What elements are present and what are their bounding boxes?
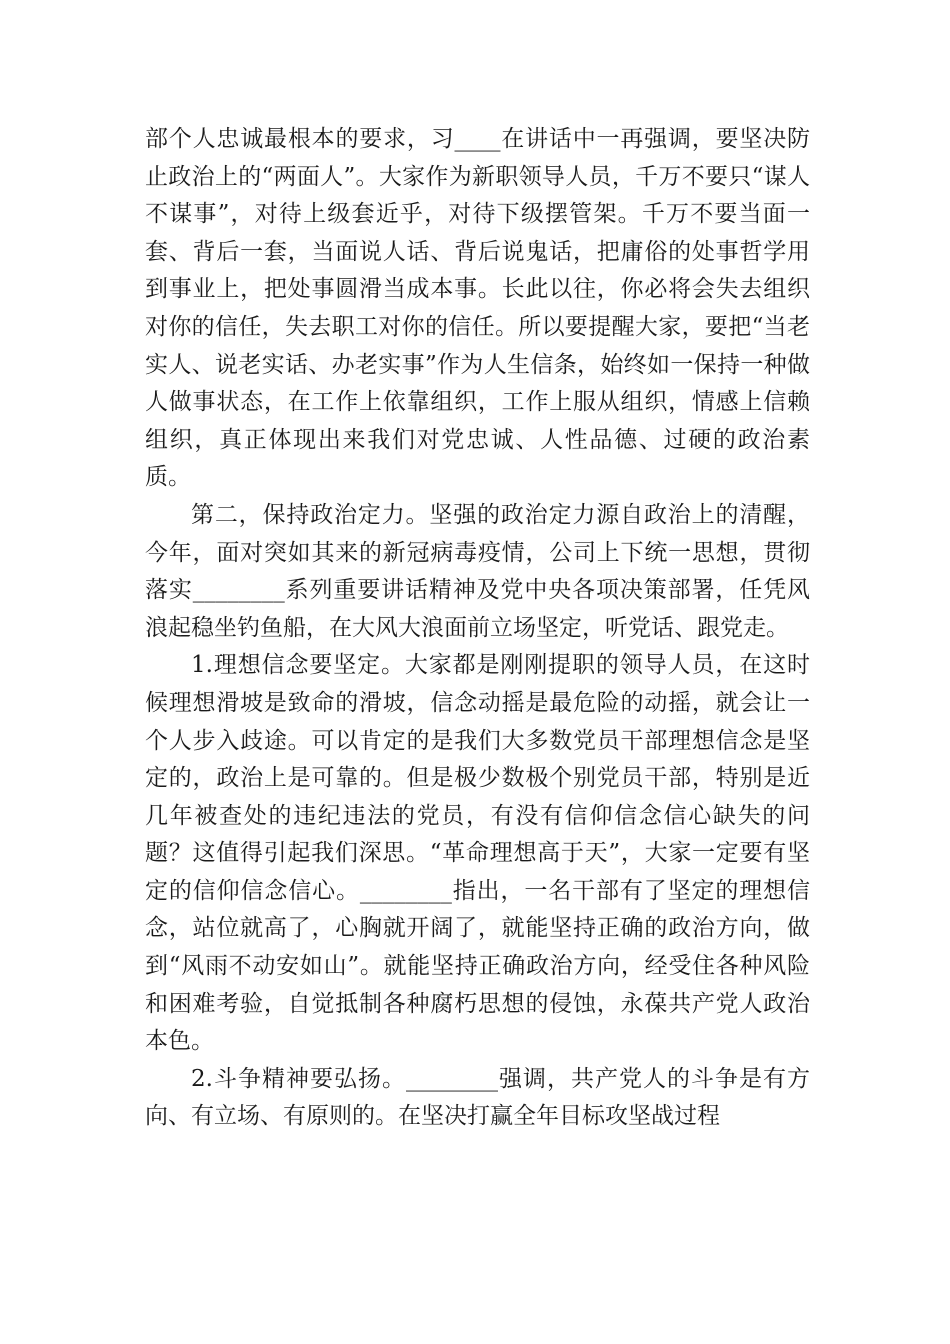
- paragraph-struggle-spirit: 2.斗争精神要弘扬。________强调，共产党人的斗争是有方向、有立场、有原则的。在坚决打赢全年目标攻坚战过程: [145, 1065, 810, 1130]
- document-body: [145, 121, 810, 1136]
- paragraph-ideals-beliefs: 1.理想信念要坚定。大家都是刚刚提职的领导人员，在这时候理想滑坡是致命的滑坡，信念动摇是最危险的动摇，就会让一个人步入歧途。可以肯定的是我们大多数党员干部理想信念是坚定的，政治上是可靠的。但是极少数极个别党员干部，特别是近几年被查处的违纪违法的党员，有没有信仰信念信心缺失的问题？这值得引起我们深思。“革命理想高于天”，大家一定要有坚定的信仰信念信心。________指出，一名干部有了坚定的理想信念，站位就高了，心胸就开阔了，就能坚持正确的政治方向，做到“风雨不动安如山”。就能坚持正确政治方向，经受住各种风险和困难考验，自觉抵制各种腐朽思想的侵蚀，永葆共产党人政治本色。: [145, 652, 810, 1055]
- paragraph-political-resolve: 第二，保持政治定力。坚强的政治定力源自政治上的清醒，今年，面对突如其来的新冠病毒疫情，公司上下统一思想，贯彻落实________系列重要讲话精神及党中央各项决策部署，任凭风浪起稳坐钓鱼船，在大风大浪面前立场坚定，听党话、跟党走。: [145, 501, 810, 641]
- paragraph-loyalty: 部个人忠诚最根本的要求，习____在讲话中一再强调，要坚决防止政治上的“两面人”。大家作为新职领导人员，千万不要只“谋人不谋事”，对待上级套近乎，对待下级摆管架。千万不要当面一套、背后一套，当面说人话、背后说鬼话，把庸俗的处事哲学用到事业上，把处事圆滑当成本事。长此以往，你必将会失去组织对你的信任，失去职工对你的信任。所以要提醒大家，要把“当老实人、说老实话、办老实事”作为人生信条，始终如一保持一种做人做事状态，在工作上依靠组织，工作上服从组织，情感上信赖组织，真正体现出来我们对党忠诚、人性品德、过硬的政治素质。: [145, 126, 810, 491]
